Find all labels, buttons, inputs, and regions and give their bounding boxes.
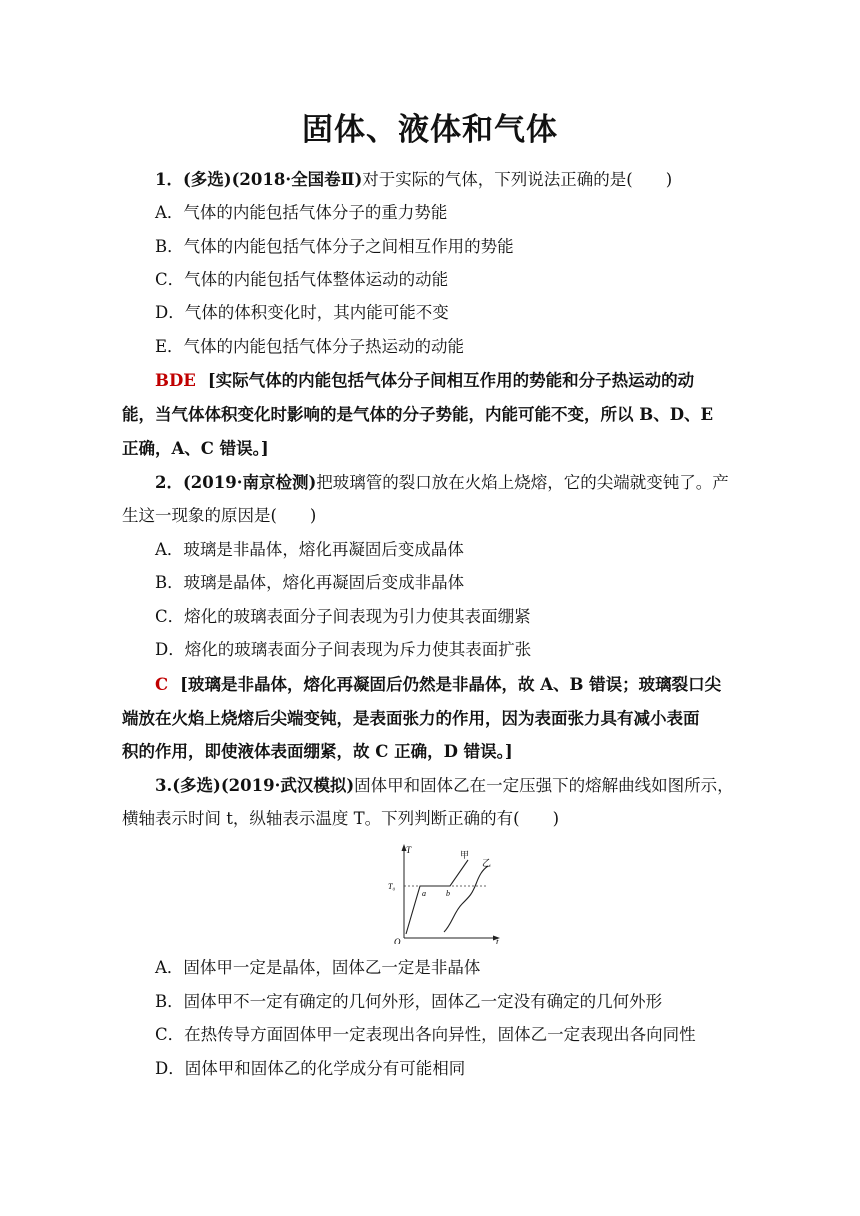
q2-option-c: C．熔化的玻璃表面分子间表现为引力使其表面绷紧	[155, 607, 531, 626]
q1-explanation-2: 能，当气体体积变化时影响的是气体的分子势能，内能可能不变，所以 B、D、E	[122, 405, 714, 424]
melting-curve-figure	[382, 842, 504, 944]
q1-stem-text: 对于实际的气体，下列说法正确的是( )	[362, 170, 673, 189]
q2-stem-line2: 生这一现象的原因是( )	[122, 506, 317, 525]
point-b-label: b	[446, 889, 450, 898]
q1-answer-line1	[155, 370, 694, 392]
q3-option-a: A．固体甲一定是晶体，固体乙一定是非晶体	[155, 958, 481, 977]
q1-stem-prefix: 1．(多选)(2018·全国卷Ⅱ)	[155, 170, 363, 189]
curve-yi	[444, 866, 488, 932]
q2-stem-text: 把玻璃管的裂口放在火焰上烧熔，它的尖端就变钝了。产	[316, 473, 729, 492]
q1-explanation-3: 正确，A、C 错误。]	[122, 439, 269, 458]
x-axis-label: t	[496, 937, 499, 944]
y-axis-label: T	[406, 845, 412, 855]
q1-stem	[155, 169, 672, 191]
q2-explanation-2: 端放在火焰上烧熔后尖端变钝，是表面张力的作用，因为表面张力具有减小表面	[122, 709, 700, 728]
q3-stem-line2: 横轴表示时间 t，纵轴表示温度 T。下列判断正确的有( )	[122, 809, 560, 828]
q2-option-d: D．熔化的玻璃表面分子间表现为斥力使其表面扩张	[155, 640, 532, 659]
yi-label: 乙	[482, 859, 492, 869]
q3-option-d: D．固体甲和固体乙的化学成分有可能相同	[155, 1059, 466, 1078]
point-a-label: a	[422, 889, 426, 898]
t0-label: T₀	[388, 882, 396, 891]
q2-stem-prefix: 2．(2019·南京检测)	[155, 473, 317, 492]
q1-option-c: C．气体的内能包括气体整体运动的动能	[155, 270, 449, 289]
q1-option-d: D．气体的体积变化时，其内能可能不变	[155, 303, 449, 322]
q2-answer-key: C	[155, 675, 169, 694]
page-title: 固体、液体和气体	[302, 112, 558, 148]
q3-option-b: B．固体甲不一定有确定的几何外形，固体乙一定没有确定的几何外形	[155, 992, 663, 1011]
q1-option-b: B．气体的内能包括气体分子之间相互作用的势能	[155, 237, 514, 256]
q2-explanation-1: [玻璃是非晶体，熔化再凝固后仍然是非晶体，故 A、B 错误；玻璃裂口尖	[180, 675, 722, 694]
q1-option-e: E．气体的内能包括气体分子热运动的动能	[155, 337, 465, 356]
q2-option-a: A．玻璃是非晶体，熔化再凝固后变成晶体	[155, 540, 464, 559]
origin-label: O	[394, 937, 401, 944]
q3-option-c: C．在热传导方面固体甲一定表现出各向异性，固体乙一定表现出各向同性	[155, 1025, 696, 1044]
q2-stem-line1	[155, 472, 729, 494]
jia-label: 甲	[460, 851, 470, 861]
q1-option-a: A．气体的内能包括气体分子的重力势能	[155, 203, 448, 222]
q2-option-b: B．玻璃是晶体，熔化再凝固后变成非晶体	[155, 573, 465, 592]
curve-jia	[406, 860, 468, 934]
q3-stem-text: 固体甲和固体乙在一定压强下的熔解曲线如图所示，	[354, 776, 734, 795]
q1-answer-key: BDE	[155, 371, 196, 390]
q3-stem-line1	[155, 775, 734, 797]
q2-answer-line1	[155, 674, 721, 696]
q1-explanation-1: [实际气体的内能包括气体分子间相互作用的势能和分子热运动的动	[207, 371, 695, 390]
q2-explanation-3: 积的作用，即使液体表面绷紧，故 C 正确，D 错误。]	[122, 742, 513, 761]
q3-stem-prefix: 3.(多选)(2019·武汉模拟)	[155, 776, 355, 795]
